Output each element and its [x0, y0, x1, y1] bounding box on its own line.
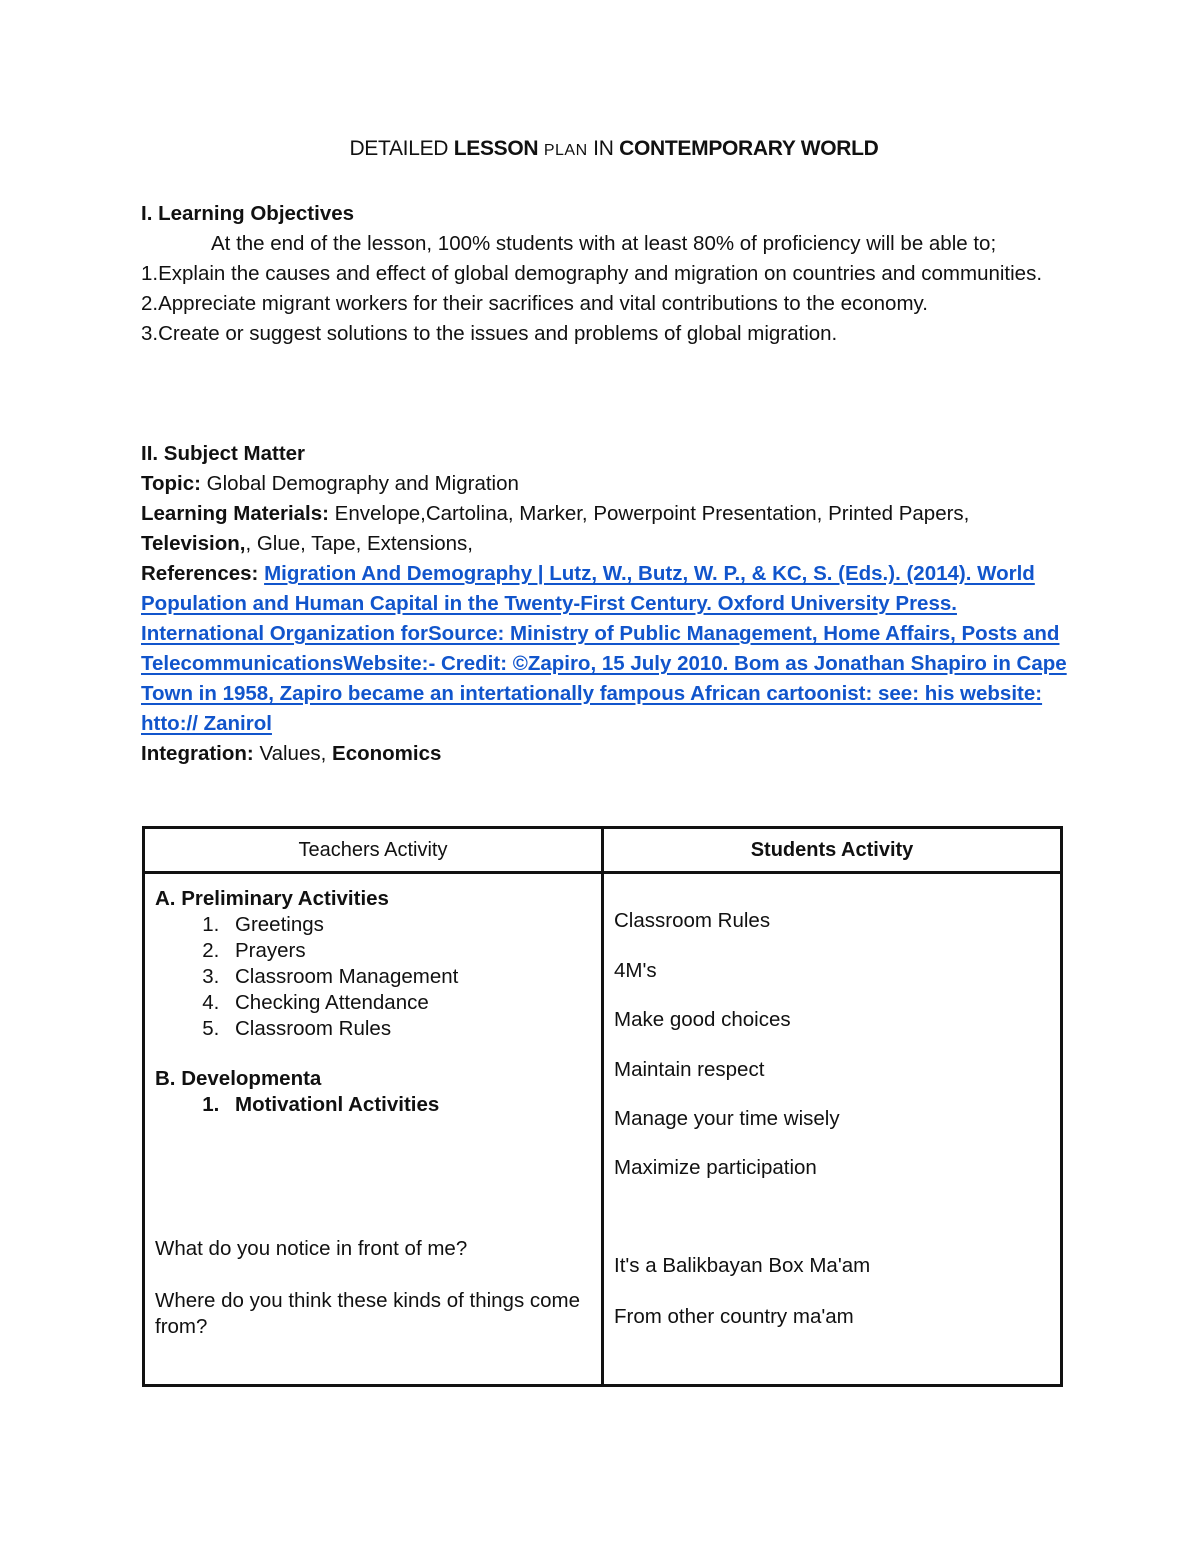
learning-objectives-section [141, 199, 1071, 349]
student-line-3: Make good choices [614, 1008, 791, 1031]
table-header-row [144, 828, 1062, 873]
references-line [141, 559, 1071, 739]
document-title [0, 137, 1200, 161]
student-answer-2: From other country ma'am [614, 1305, 854, 1328]
title-word-plan: PLAN [543, 142, 588, 159]
materials-line [141, 499, 1071, 559]
teacher-question-1: What do you notice in front of me? [155, 1237, 468, 1260]
topic-line [141, 469, 1071, 499]
objective-item-1: 1.Explain the causes and effect of global demography and migration on countries and communities. [141, 262, 1043, 285]
integration-line [141, 739, 1071, 769]
preliminary-list [155, 912, 591, 1042]
topic-label: Topic: [141, 472, 201, 495]
teachers-activity-cell [144, 873, 603, 1386]
student-line-1: Classroom Rules [614, 909, 771, 932]
student-line-5: Manage your time wisely [614, 1107, 840, 1130]
integration-value: Values, [259, 742, 327, 765]
student-line-6: Maximize participation [614, 1156, 817, 1179]
list-item: 4. Checking Attendance [225, 990, 591, 1016]
integration-label: Integration: [141, 742, 254, 765]
objective-item-3: 3.Create or suggest solutions to the issues and problems of global migration. [141, 322, 838, 345]
list-item: 5. Classroom Rules [225, 1016, 591, 1042]
materials-rest: , Glue, Tape, Extensions, [245, 532, 473, 555]
references-label: References: [141, 562, 259, 585]
materials-label: Learning Materials: [141, 502, 329, 525]
objectives-heading: I. Learning Objectives [141, 202, 355, 225]
section-b-heading: B. Developmenta [155, 1067, 322, 1090]
title-word-contemporary-world: CONTEMPORARY WORLD [619, 137, 879, 160]
references-link[interactable]: Migration And Demography | Lutz, W., Butz, W. P., & KC, S. (Eds.). (2014). World Population and Human Capital in the Twenty-First Century. Oxford University Press. International Organization forSource: Ministry of Public Management, Home Affairs, Posts and TelecommunicationsWebsite:- Credit: ©Zapiro, 15 July 2010. Bom as Jonathan Shapiro in Cape Town in 1958, Zapiro became an intertationally fampous African cartoonist: see: his website: htto:// Zanirol [141, 562, 1067, 735]
student-answer-1: It's a Balikbayan Box Ma'am [614, 1254, 871, 1277]
list-item: 3. Classroom Management [225, 964, 591, 990]
topic-value: Global Demography and Migration [206, 472, 519, 495]
teacher-question-2: Where do you think these kinds of things come from? [155, 1289, 581, 1338]
title-word-lesson: LESSON [453, 137, 539, 160]
student-line-4: Maintain respect [614, 1058, 765, 1081]
objectives-intro: At the end of the lesson, 100% students with at least 80% of proficiency will be able to; [211, 232, 997, 255]
table-body-row [144, 873, 1062, 1386]
objective-item-2: 2.Appreciate migrant workers for their sacrifices and vital contributions to the economy. [141, 292, 928, 315]
student-line-2: 4M's [614, 959, 657, 982]
list-item: 1. Greetings [225, 912, 591, 938]
title-word-detailed: DETAILED [349, 137, 449, 160]
activity-table [142, 826, 1063, 1387]
title-word-in: IN [593, 137, 614, 160]
materials-value: Envelope,Cartolina, Marker, Powerpoint Presentation, Printed Papers, [334, 502, 970, 525]
list-item: 2. Prayers [225, 938, 591, 964]
list-item: 1. Motivationl Activities [225, 1092, 591, 1118]
subject-matter-section [141, 439, 1071, 769]
integration-economics: Economics [332, 742, 442, 765]
section-a-heading: A. Preliminary Activities [155, 887, 389, 910]
subject-heading: II. Subject Matter [141, 442, 306, 465]
developmental-list [155, 1092, 591, 1118]
students-activity-cell [603, 873, 1062, 1386]
students-activity-header: Students Activity [603, 828, 1062, 873]
teachers-activity-header: Teachers Activity [144, 828, 603, 873]
materials-television: Television, [141, 532, 246, 555]
